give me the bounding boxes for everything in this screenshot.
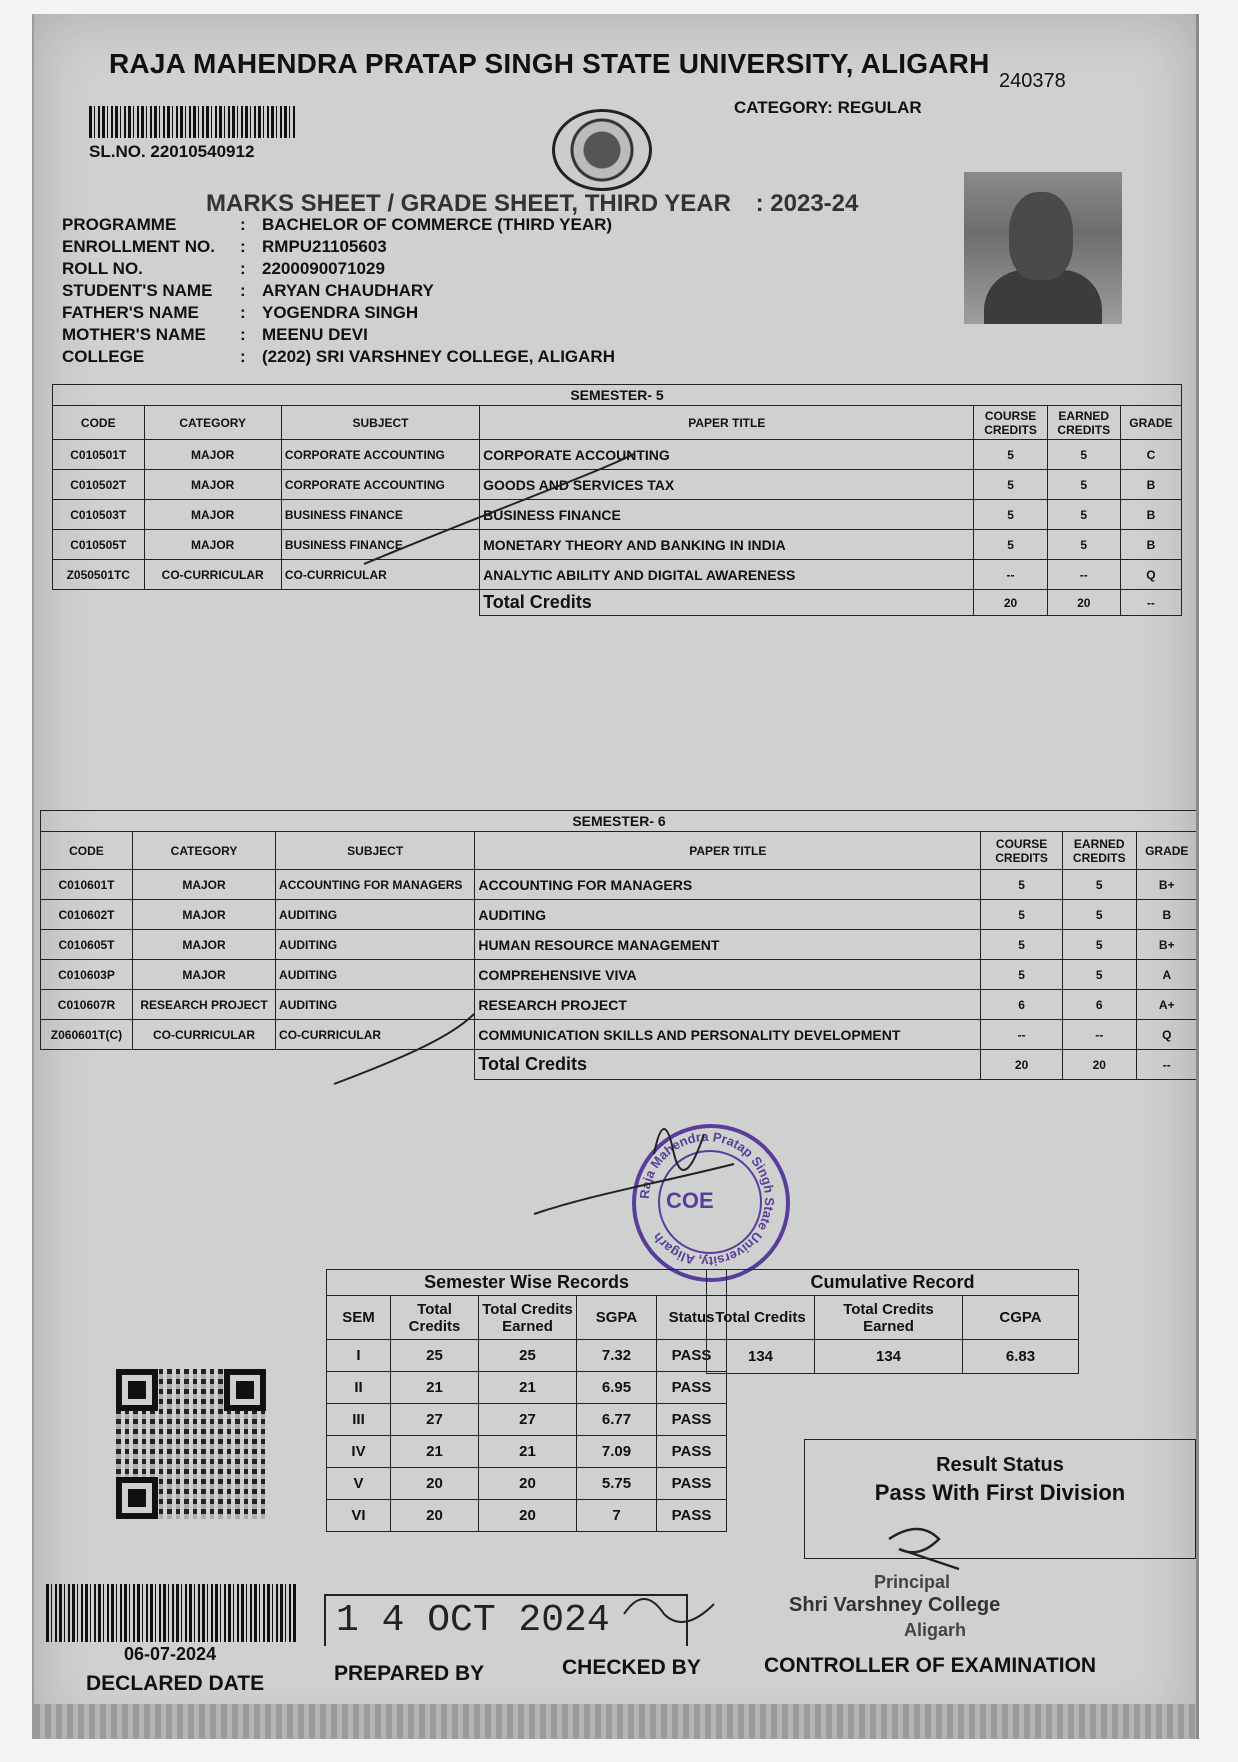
records-header: Status	[657, 1296, 727, 1340]
cell-category: MAJOR	[144, 470, 281, 500]
cell-grade: C	[1120, 440, 1181, 470]
records-cell: 7	[577, 1500, 657, 1532]
table-row	[53, 470, 1182, 500]
records-row	[327, 1340, 727, 1372]
records-cell: 20	[479, 1468, 577, 1500]
semester-6-total-grade: --	[1136, 1050, 1197, 1080]
semester-6-table: SEMESTER- 6 CODE CATEGORY SUBJECT PAPER TITLE COURSE CREDITS EARNED CREDITS GRADE C010601T MAJOR ACCOUNTING FOR MANAGERS ACCOUNTING FOR MANAGERS 5 5 B+ C010602T MAJOR AUDITING AUDITING 5 5 B C010605T MAJOR AUDITING HUMAN RESOURCE MANAGEMENT 5 5 B+ C010603P MAJOR AUDITING COMPREHENSIVE VIVA 5 5 A C010607R RESEARCH PROJECT AUDITING RESEARCH PROJECT 6 6 A+ Z060601T(C) CO-CURRICULAR CO-CURRICULAR COMMUNICATION SKILLS AND PERSONALITY DEVELOPMENT -- -- Q Total Credits 20 20 --	[40, 810, 1198, 1080]
records-cell: 25	[391, 1340, 479, 1372]
cell-paper: COMMUNICATION SKILLS AND PERSONALITY DEVELOPMENT	[475, 1020, 981, 1050]
col-subject: SUBJECT	[281, 406, 479, 440]
cell-cc: 5	[981, 900, 1063, 930]
records-row	[327, 1372, 727, 1404]
info-value: MEENU DEVI	[262, 325, 368, 344]
semester-6-total-cc: 20	[981, 1050, 1063, 1080]
cell-code: C010601T	[41, 870, 133, 900]
records-cell: 20	[391, 1500, 479, 1532]
records-cell: 5.75	[577, 1468, 657, 1500]
records-cell: PASS	[657, 1500, 727, 1532]
cell-category: MAJOR	[132, 960, 275, 990]
info-value: BACHELOR OF COMMERCE (THIRD YEAR)	[262, 215, 613, 234]
records-cell: PASS	[657, 1340, 727, 1372]
col-course-credits: COURSE CREDITS	[974, 406, 1047, 440]
info-value: YOGENDRA SINGH	[262, 303, 419, 322]
marksheet-document	[32, 14, 1199, 1739]
cumulative-header: Total Credits Earned	[815, 1296, 963, 1340]
records-cell: 7.09	[577, 1436, 657, 1468]
cell-ec: 5	[1047, 440, 1120, 470]
university-logo-icon	[552, 109, 652, 191]
cell-grade: A	[1136, 960, 1197, 990]
records-cell: 21	[391, 1436, 479, 1468]
cell-grade: B+	[1136, 870, 1197, 900]
cell-ec: 5	[1062, 930, 1136, 960]
cell-cc: --	[974, 560, 1047, 590]
records-row	[327, 1436, 727, 1468]
cell-category: CO-CURRICULAR	[144, 560, 281, 590]
principal-stamp-line-1: Principal	[874, 1572, 951, 1592]
checked-by-label: CHECKED BY	[562, 1656, 701, 1679]
received-date-stamp: 1 4 OCT 2024	[336, 1599, 610, 1642]
semester-6-total-label: Total Credits	[475, 1050, 981, 1080]
cell-code: C010605T	[41, 930, 133, 960]
cell-subject: CO-CURRICULAR	[281, 560, 479, 590]
principal-stamp-line-3: Aligarh	[904, 1620, 967, 1640]
records-cell: I	[327, 1340, 391, 1372]
student-info-row: ROLL NO. : 2200090071029	[62, 259, 385, 278]
info-value: (2202) SRI VARSHNEY COLLEGE, ALIGARH	[262, 347, 615, 366]
cell-code: Z050501TC	[53, 560, 145, 590]
cell-ec: 6	[1062, 990, 1136, 1020]
cell-ec: --	[1047, 560, 1120, 590]
cell-ec: 5	[1047, 530, 1120, 560]
student-info-row: PROGRAMME : BACHELOR OF COMMERCE (THIRD YEAR)	[62, 215, 613, 234]
records-cell: V	[327, 1468, 391, 1500]
semester-6-title: SEMESTER- 6	[41, 811, 1198, 832]
cumulative-header: CGPA	[963, 1296, 1079, 1340]
cell-category: MAJOR	[132, 930, 275, 960]
serial-barcode	[89, 106, 297, 138]
cell-subject: ACCOUNTING FOR MANAGERS	[276, 870, 475, 900]
result-status-label: Result Status	[936, 1454, 1064, 1476]
category-label: CATEGORY: REGULAR	[734, 98, 922, 117]
cell-ec: --	[1062, 1020, 1136, 1050]
cell-code: Z060601T(C)	[41, 1020, 133, 1050]
cell-subject: AUDITING	[276, 990, 475, 1020]
cell-paper: AUDITING	[475, 900, 981, 930]
cell-code: C010505T	[53, 530, 145, 560]
cell-grade: Q	[1120, 560, 1181, 590]
semester-wise-records-table	[326, 1269, 727, 1532]
records-cell: III	[327, 1404, 391, 1436]
col-paper-title: PAPER TITLE	[480, 406, 974, 440]
records-header: SEM	[327, 1296, 391, 1340]
col-earned-credits: EARNED CREDITS	[1047, 406, 1120, 440]
cell-code: C010503T	[53, 500, 145, 530]
semester-5-table	[52, 384, 1182, 616]
cell-grade: B+	[1136, 930, 1197, 960]
semester-5-title: SEMESTER- 5	[53, 385, 1182, 406]
info-value: RMPU21105603	[262, 237, 387, 256]
cell-code: C010607R	[41, 990, 133, 1020]
records-header: Total Credits Earned	[479, 1296, 577, 1340]
cell-subject: AUDITING	[276, 960, 475, 990]
records-cell: 27	[479, 1404, 577, 1436]
cell-subject: AUDITING	[276, 900, 475, 930]
student-info-row: STUDENT'S NAME : ARYAN CHAUDHARY	[62, 281, 434, 300]
student-info-row: COLLEGE : (2202) SRI VARSHNEY COLLEGE, ALIGARH	[62, 347, 615, 366]
cell-grade: B	[1120, 500, 1181, 530]
table-row	[41, 870, 1198, 900]
records-cell: 7.32	[577, 1340, 657, 1372]
university-title: RAJA MAHENDRA PRATAP SINGH STATE UNIVERSITY, ALIGARH	[109, 48, 990, 79]
records-header: Total Credits	[391, 1296, 479, 1340]
col-grade: GRADE	[1120, 406, 1181, 440]
info-label: ENROLLMENT NO.	[62, 237, 215, 256]
cell-code: C010602T	[41, 900, 133, 930]
result-status-value: Pass With First Division	[874, 1480, 1126, 1505]
result-status-box	[804, 1439, 1196, 1559]
cell-paper: RESEARCH PROJECT	[475, 990, 981, 1020]
student-photo	[964, 172, 1122, 324]
table-row	[53, 500, 1182, 530]
cell-ec: 5	[1047, 500, 1120, 530]
cell-paper: COMPREHENSIVE VIVA	[475, 960, 981, 990]
cell-cc: 5	[974, 470, 1047, 500]
cell-grade: B	[1120, 470, 1181, 500]
cell-code: C010603P	[41, 960, 133, 990]
table-row	[41, 930, 1198, 960]
info-label: COLLEGE	[62, 347, 145, 366]
stamp-ring-text: Raja Mahendra Pratap Singh State University, Aligarh	[636, 1128, 778, 1270]
info-label: ROLL NO.	[62, 259, 143, 278]
student-info-row: FATHER'S NAME : YOGENDRA SINGH	[62, 303, 419, 322]
cell-paper: ACCOUNTING FOR MANAGERS	[475, 870, 981, 900]
qr-code	[116, 1369, 266, 1519]
col-category: CATEGORY	[144, 406, 281, 440]
table-row	[41, 960, 1198, 990]
table-row	[53, 530, 1182, 560]
student-info-row: ENROLLMENT NO. : RMPU21105603	[62, 237, 387, 256]
cell-paper: MONETARY THEORY AND BANKING IN INDIA	[480, 530, 974, 560]
cell-cc: 5	[974, 530, 1047, 560]
student-info	[62, 214, 615, 368]
records-cell: 21	[391, 1372, 479, 1404]
records-cell: PASS	[657, 1436, 727, 1468]
records-cell: 21	[479, 1372, 577, 1404]
records-row	[327, 1404, 727, 1436]
records-cell: II	[327, 1372, 391, 1404]
cell-category: MAJOR	[132, 900, 275, 930]
cell-cc: 5	[974, 500, 1047, 530]
semester-5-total-ec: 20	[1047, 590, 1120, 616]
semester-5-total-label: Total Credits	[480, 590, 974, 616]
info-value: 2200090071029	[262, 259, 385, 278]
cell-grade: Q	[1136, 1020, 1197, 1050]
declared-date-label: DECLARED DATE	[86, 1672, 265, 1695]
cell-subject: CORPORATE ACCOUNTING	[281, 440, 479, 470]
cell-cc: 5	[974, 440, 1047, 470]
cell-cc: 5	[981, 960, 1063, 990]
records-cell: 20	[391, 1468, 479, 1500]
table-row	[41, 990, 1198, 1020]
table-row	[53, 440, 1182, 470]
records-row	[327, 1468, 727, 1500]
records-cell: 6.77	[577, 1404, 657, 1436]
records-row	[327, 1500, 727, 1532]
records-cell: VI	[327, 1500, 391, 1532]
cumulative-header: Total Credits	[707, 1296, 815, 1340]
info-value: ARYAN CHAUDHARY	[262, 281, 434, 300]
table-row	[41, 900, 1198, 930]
declared-date: 06-07-2024	[124, 1644, 217, 1664]
cell-cc: --	[981, 1020, 1063, 1050]
cell-subject: AUDITING	[276, 930, 475, 960]
records-cell: PASS	[657, 1404, 727, 1436]
cell-ec: 5	[1062, 900, 1136, 930]
cell-paper: GOODS AND SERVICES TAX	[480, 470, 974, 500]
cell-grade: A+	[1136, 990, 1197, 1020]
info-label: STUDENT'S NAME	[62, 281, 213, 300]
student-info-row: MOTHER'S NAME : MEENU DEVI	[62, 325, 368, 344]
records-cell: 6.95	[577, 1372, 657, 1404]
cumulative-value: 134	[707, 1340, 815, 1374]
cell-code: C010502T	[53, 470, 145, 500]
cumulative-value: 6.83	[963, 1340, 1079, 1374]
stamp-center-text: COE	[666, 1188, 714, 1213]
cell-grade: B	[1136, 900, 1197, 930]
controller-label: CONTROLLER OF EXAMINATION	[764, 1654, 1097, 1677]
cell-subject: BUSINESS FINANCE	[281, 500, 479, 530]
cell-category: MAJOR	[144, 530, 281, 560]
table-row	[53, 560, 1182, 590]
cell-paper: ANALYTIC ABILITY AND DIGITAL AWARENESS	[480, 560, 974, 590]
cell-category: MAJOR	[144, 500, 281, 530]
cell-subject: CO-CURRICULAR	[276, 1020, 475, 1050]
records-header: SGPA	[577, 1296, 657, 1340]
info-label: FATHER'S NAME	[62, 303, 199, 322]
document-bottom-edge	[34, 1704, 1196, 1739]
records-cell: IV	[327, 1436, 391, 1468]
col-code: CODE	[53, 406, 145, 440]
document-number: 240378	[999, 70, 1066, 92]
principal-stamp-line-2: Shri Varshney College	[789, 1594, 1001, 1616]
cell-cc: 6	[981, 990, 1063, 1020]
serial-number: SL.NO. 22010540912	[89, 142, 255, 161]
records-cell: 25	[479, 1340, 577, 1372]
cell-subject: CORPORATE ACCOUNTING	[281, 470, 479, 500]
cell-cc: 5	[981, 930, 1063, 960]
cumulative-title: Cumulative Record	[707, 1270, 1079, 1296]
cell-cc: 5	[981, 870, 1063, 900]
declared-barcode	[46, 1584, 298, 1642]
records-cell: 20	[479, 1500, 577, 1532]
cell-subject: BUSINESS FINANCE	[281, 530, 479, 560]
cumulative-record-table	[706, 1269, 1079, 1374]
semester-5-total-cc: 20	[974, 590, 1047, 616]
cell-ec: 5	[1062, 870, 1136, 900]
cell-paper: HUMAN RESOURCE MANAGEMENT	[475, 930, 981, 960]
cell-category: CO-CURRICULAR	[132, 1020, 275, 1050]
coe-stamp	[632, 1124, 790, 1282]
sheet-title: MARKS SHEET / GRADE SHEET, THIRD YEAR : 2023-24	[206, 190, 859, 217]
records-cell: PASS	[657, 1372, 727, 1404]
cell-category: MAJOR	[132, 870, 275, 900]
cell-ec: 5	[1062, 960, 1136, 990]
semester-records-title: Semester Wise Records	[327, 1270, 727, 1296]
cell-paper: BUSINESS FINANCE	[480, 500, 974, 530]
records-cell: PASS	[657, 1468, 727, 1500]
records-cell: 21	[479, 1436, 577, 1468]
cell-paper: CORPORATE ACCOUNTING	[480, 440, 974, 470]
prepared-by-label: PREPARED BY	[334, 1662, 485, 1685]
cell-ec: 5	[1047, 470, 1120, 500]
semester-6-total-ec: 20	[1062, 1050, 1136, 1080]
cell-code: C010501T	[53, 440, 145, 470]
info-label: PROGRAMME	[62, 215, 177, 234]
semester-5-total-grade: --	[1120, 590, 1181, 616]
cell-grade: B	[1120, 530, 1181, 560]
cell-category: RESEARCH PROJECT	[132, 990, 275, 1020]
cell-category: MAJOR	[144, 440, 281, 470]
records-cell: 27	[391, 1404, 479, 1436]
cumulative-value: 134	[815, 1340, 963, 1374]
table-row	[41, 1020, 1198, 1050]
info-label: MOTHER'S NAME	[62, 325, 206, 344]
